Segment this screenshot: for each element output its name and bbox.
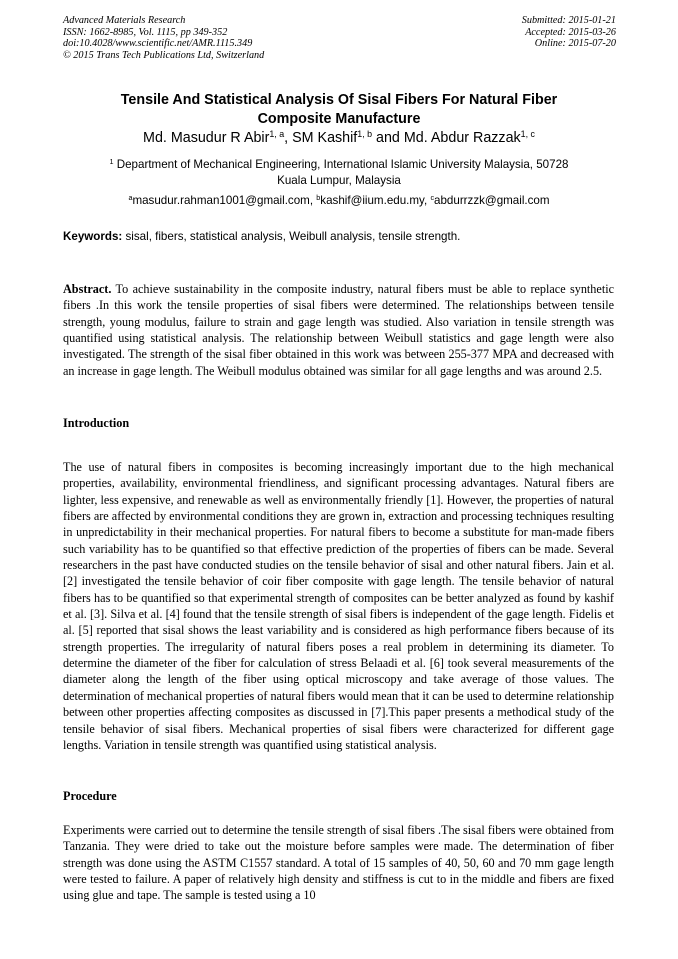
author-affiliation-mark: 1, c [520,129,535,140]
copyright-line: © 2015 Trans Tech Publications Ltd, Switzerland [63,49,265,61]
abstract-paragraph [63,281,614,379]
journal-name: Advanced Materials Research [63,15,186,26]
email-address[interactable]: kashif@iium.edu.my [320,194,424,207]
dates-info [522,15,616,50]
journal-info [63,15,264,61]
email-separator: , [309,194,317,207]
keywords [63,229,460,245]
author-name: Md. Abdur Razzak [403,130,521,146]
introduction-paragraph: The use of natural fibers in composites is becoming increasingly important due to the high mechanical properties, availability, environmental friendliness, and significant processing advantages. Natural fibers are lighter, less expensive, and renewable as well as environmentally friendly [1]. However, the properties of natural fibers are affected by environmental conditions they are grown in, extraction and processing techniques resulting in unpredictability in their mechanical properties. For natural fibers to become a substitute for man-made fibers such variability has to be quantified so that effective prediction of the properties of fibers can be made. Several researchers in the past have conducted studies on the tensile behavior of sisal and other natural fibers. Jain et al. [2] investigated the tensile behavior of coir fiber composite with gage length. The tensile behavior of natural fibers has to be quantified so that experimental strength of composites can be better analyzed as found by kashif et al. [3]. Silva et al. [4] found that the tensile strength of sisal fibers is independent of the gage length. Fidelis et al. [5] reported that sisal shows the least variability and is considered as high performance fibers because of its strength properties. The irregularity of natural fibers poses a real problem in determining its diameter. To determine the diameter of the fiber for calculation of stress Belaadi et al. [6] took several measurements of the diameter along the length of the fiber using optical microscopy and take average of those values. The determination of mechanical properties of natural fibers would mean that it can be used to determine relationship between other properties affecting composites as discussed in [7].This paper presents a methodical study of the tensile behavior of sisal fibers. Mechanical properties of sisal fibers were characterized for different gage lengths. Variation in tensile strength was quantified using statistical analysis. [63,460,614,752]
author-affiliation-mark: 1, a [269,129,285,140]
author-name: SM Kashif [292,130,358,146]
title-line-2: Composite Manufacture [257,110,421,127]
online-date: Online: 2015-07-20 [534,38,616,50]
email-list [40,193,638,209]
affiliation [60,157,618,189]
submitted-date: Submitted: 2015-01-21 [521,15,616,26]
author-list [40,129,638,147]
affiliation-mark: 1 [109,157,114,167]
title-line-1: Tensile And Statistical Analysis Of Sisal Fibers For Natural Fiber [120,92,558,108]
doi-line: doi:10.4028/www.scientific.net/AMR.1115.349 [63,38,253,50]
author-affiliation-mark: 1, b [357,129,373,140]
issn-line: ISSN: 1662-8985, Vol. 1115, pp 349-352 [63,26,228,38]
abstract-text: To achieve sustainability in the composite industry, natural fibers must be able to replace synthetic fibers .In this work the tensile properties of sisal fibers were determined. The relationships between tensile strength, young modulus, failure to strain and gage length was studied. Also variation in tensile strength was quantified using statistical analysis. The relationship between Weibull statistics and gage length were also investigated. The strength of the sisal fiber obtained in this work was between 255-377 MPA and decreased with an increase in gage length. The Weibull modulus obtained was similar for all gage lengths and was around 2.5. [63,282,614,378]
email-separator: , [423,194,431,207]
affiliation-line-2: Kuala Lumpur, Malaysia [277,174,401,187]
paper-title [40,91,638,128]
email-address[interactable]: masudur.rahman1001@gmail.com [132,194,310,207]
accepted-date: Accepted: 2015-03-26 [525,26,616,38]
author-separator: and [372,130,404,146]
abstract-label: Abstract. [63,282,112,296]
email-mark: a [128,193,133,203]
keywords-text: sisal, fibers, statistical analysis, Weibull analysis, tensile strength. [122,230,461,243]
author-name: Md. Masudur R Abir [143,130,270,146]
email-mark: c [430,193,435,203]
introduction-heading: Introduction [63,416,130,430]
affiliation-line-1: Department of Mechanical Engineering, International Islamic University Malaysia, 50728 [113,158,569,171]
author-separator: , [284,130,293,146]
email-mark: b [316,193,321,203]
keywords-label: Keywords: [63,230,123,243]
email-address[interactable]: abdurrzzk@gmail.com [434,194,550,207]
procedure-paragraph: Experiments were carried out to determine the tensile strength of sisal fibers .The sisal fibers were obtained from Tanzania. They were dried to take out the moisture before samples were made. The determination of fiber strength was done using the ASTM C1557 standard. A total of 15 samples of 40, 50, 60 and 70 mm gage length were tested to failure. A paper of relatively high density and stiffness is cut to in the middle and fibers are fixed using glue and tape. The sample is tested using a 10 [63,823,614,903]
procedure-heading: Procedure [63,789,117,803]
